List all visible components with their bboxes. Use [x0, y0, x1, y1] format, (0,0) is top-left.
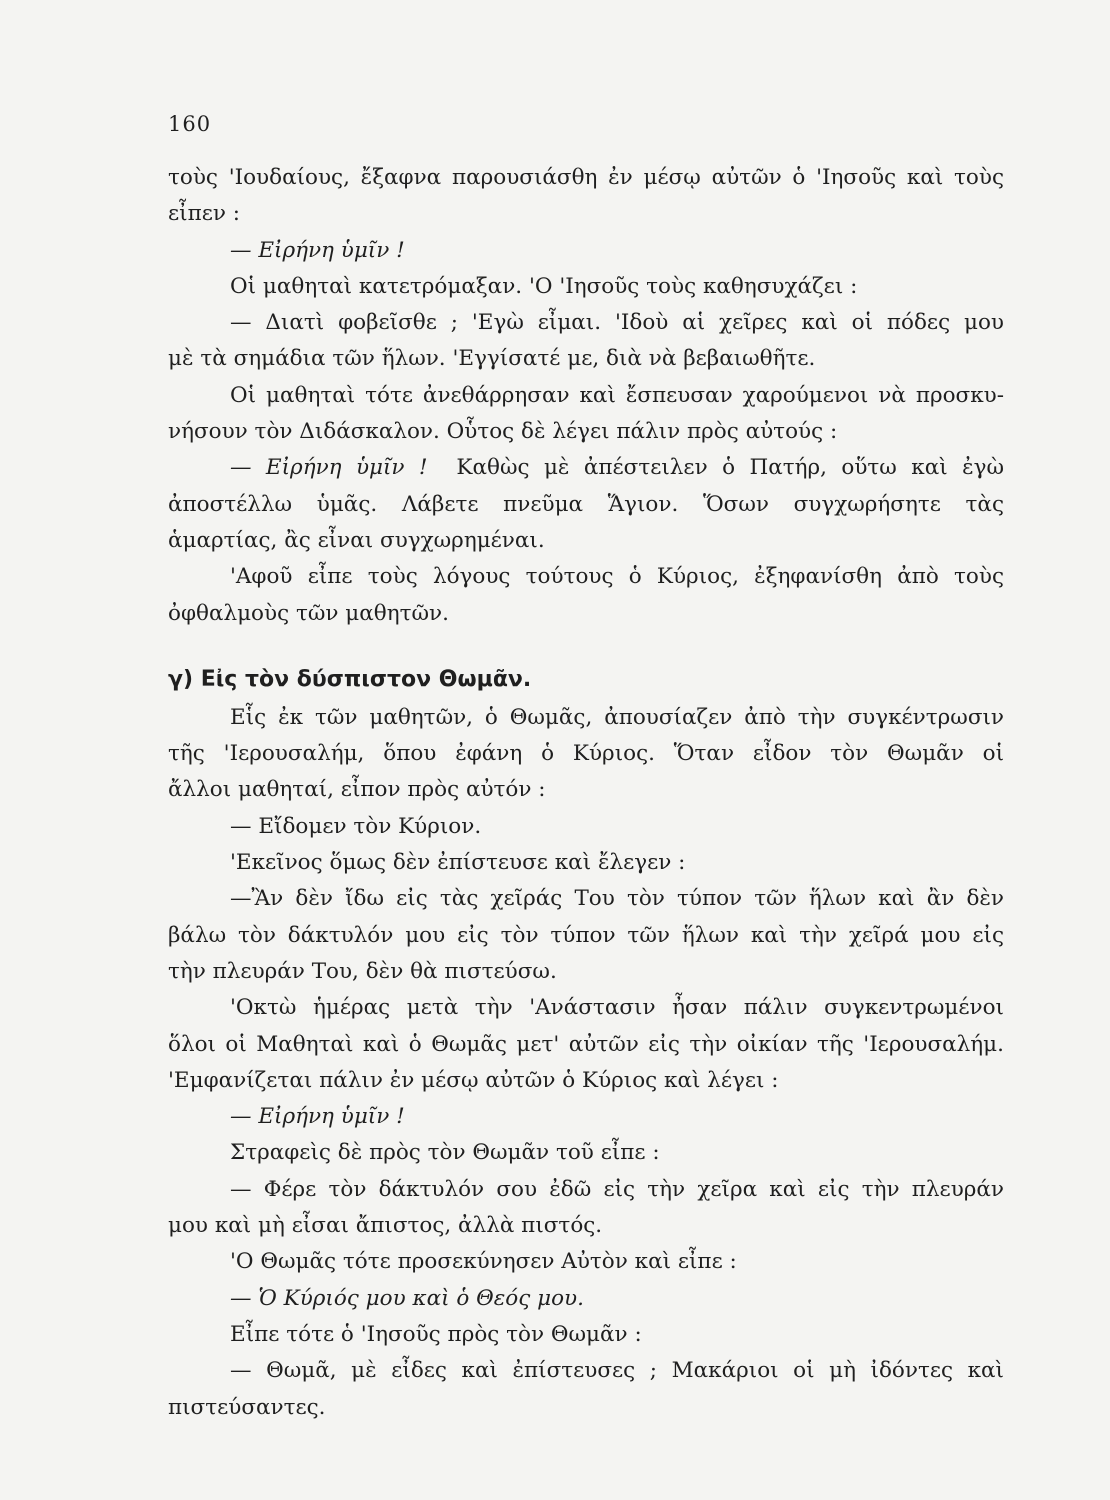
text-line: τοὺς 'Ιουδαίους, ἔξαφνα παρουσιάσθη ἐν μέσῳ αὐτῶν ὁ 'Ιησοῦς καὶ τοὺς — [168, 165, 1004, 190]
text-line: — Εἴδομεν τὸν Κύριον. — [230, 813, 482, 839]
text-line: Στραφεὶς δὲ πρὸς τὸν Θωμᾶν τοῦ εἶπε : — [230, 1140, 660, 1166]
text-line: 'Οκτὼ ἡμέρας μετὰ τὴν 'Ανάστασιν ἦσαν πάλιν συγκεντρωμένοι — [230, 995, 1004, 1021]
text-line: Οἱ μαθηταὶ κατετρόμαξαν. 'Ο 'Ιησοῦς τοὺς καθησυχάζει : — [230, 273, 858, 299]
text-line — [168, 450, 1004, 486]
text-line: —Ἂν δὲν ἴδω εἰς τὰς χεῖράς Του τὸν τύπον τῶν ἥλων καὶ ἂν δὲν — [230, 886, 1004, 912]
text-line: — Εἰρήνη ὑμῖν ! — [230, 1104, 405, 1130]
text-line: ὀφθαλμοὺς τῶν μαθητῶν. — [168, 600, 449, 626]
text-body — [168, 160, 1004, 1426]
text-line: Εἶπε τότε ὁ 'Ιησοῦς πρὸς τὸν Θωμᾶν : — [230, 1321, 642, 1347]
text-line: ὅλοι οἱ Μαθηταὶ καὶ ὁ Θωμᾶς μετ' αὐτῶν εἰς τὴν οἰκίαν τῆς 'Ιερουσαλήμ. — [168, 1031, 1004, 1057]
text-line: εἶπεν : — [168, 201, 240, 227]
page-number: 160 — [168, 112, 212, 136]
greeting-text: — Εἰρήνη ὑμῖν ! — [230, 455, 428, 481]
text-line: τῆς 'Ιερουσαλήμ, ὅπου ἐφάνη ὁ Κύριος. Ὅταν εἶδον τὸν Θωμᾶν οἱ — [168, 741, 1004, 767]
text-line: 'Αφοῦ εἶπε τοὺς λόγους τούτους ὁ Κύριος, ἐξηφανίσθη ἀπὸ τοὺς — [230, 564, 1004, 590]
text-line: — Διατὶ φοβεῖσθε ; 'Εγὼ εἶμαι. 'Ιδοὺ αἱ χεῖρες καὶ οἱ πόδες μου — [230, 310, 1004, 336]
text-line-rest: Καθὼς μὲ ἀπέστειλεν ὁ Πατήρ, οὕτω καὶ ἐγὼ — [456, 455, 1004, 481]
text-line: Εἷς ἐκ τῶν μαθητῶν, ὁ Θωμᾶς, ἀπουσίαζεν ἀπὸ τὴν συγκέντρωσιν — [230, 704, 1004, 730]
text-line: μὲ τὰ σημάδια τῶν ἥλων. 'Εγγίσατέ με, διὰ νὰ βεβαιωθῆτε. — [168, 346, 816, 372]
text-line: νήσουν τὸν Διδάσκαλον. Οὗτος δὲ λέγει πάλιν πρὸς αὐτούς : — [168, 419, 838, 445]
text-line: πιστεύσαντες. — [168, 1394, 326, 1420]
text-line: 'Ο Θωμᾶς τότε προσεκύνησεν Αὐτὸν καὶ εἶπε : — [230, 1249, 737, 1275]
section-gap — [168, 632, 1004, 660]
text-line: ἀποστέλλω ὑμᾶς. Λάβετε πνεῦμα Ἅγιον. Ὅσων συγχωρήσητε τὰς — [168, 491, 1004, 517]
text-line: — Εἰρήνη ὑμῖν ! — [230, 237, 405, 263]
section-heading: γ) Εἰς τὸν δύσπιστον Θωμᾶν. — [168, 666, 532, 692]
text-line: — Θωμᾶ, μὲ εἶδες καὶ ἐπίστευσες ; Μακάριοι οἱ μὴ ἰδόντες καὶ — [230, 1358, 1004, 1384]
text-line: ἄλλοι μαθηταί, εἶπον πρὸς αὐτόν : — [168, 777, 546, 803]
text-line: — Φέρε τὸν δάκτυλόν σου ἐδῶ εἰς τὴν χεῖρα καὶ εἰς τὴν πλευράν — [230, 1176, 1004, 1202]
text-line: 'Εμφανίζεται πάλιν ἐν μέσῳ αὐτῶν ὁ Κύριος καὶ λέγει : — [168, 1067, 779, 1093]
text-line: τὴν πλευράν Του, δὲν θὰ πιστεύσω. — [168, 958, 557, 984]
text-line: μου καὶ μὴ εἶσαι ἄπιστος, ἀλλὰ πιστός. — [168, 1213, 603, 1239]
text-line: — Ὁ Κύριός μου καὶ ὁ Θεός μου. — [230, 1285, 584, 1311]
text-line: Οἱ μαθηταὶ τότε ἀνεθάρρησαν καὶ ἔσπευσαν χαρούμενοι νὰ προσκυ- — [230, 382, 1004, 408]
text-line: βάλω τὸν δάκτυλόν μου εἰς τὸν τύπον τῶν ἥλων καὶ τὴν χεῖρά μου εἰς — [168, 922, 1004, 948]
text-line: ἁμαρτίας, ἂς εἶναι συγχωρημέναι. — [168, 527, 545, 553]
text-line: 'Εκεῖνος ὅμως δὲν ἐπίστευσε καὶ ἔλεγεν : — [230, 850, 686, 876]
